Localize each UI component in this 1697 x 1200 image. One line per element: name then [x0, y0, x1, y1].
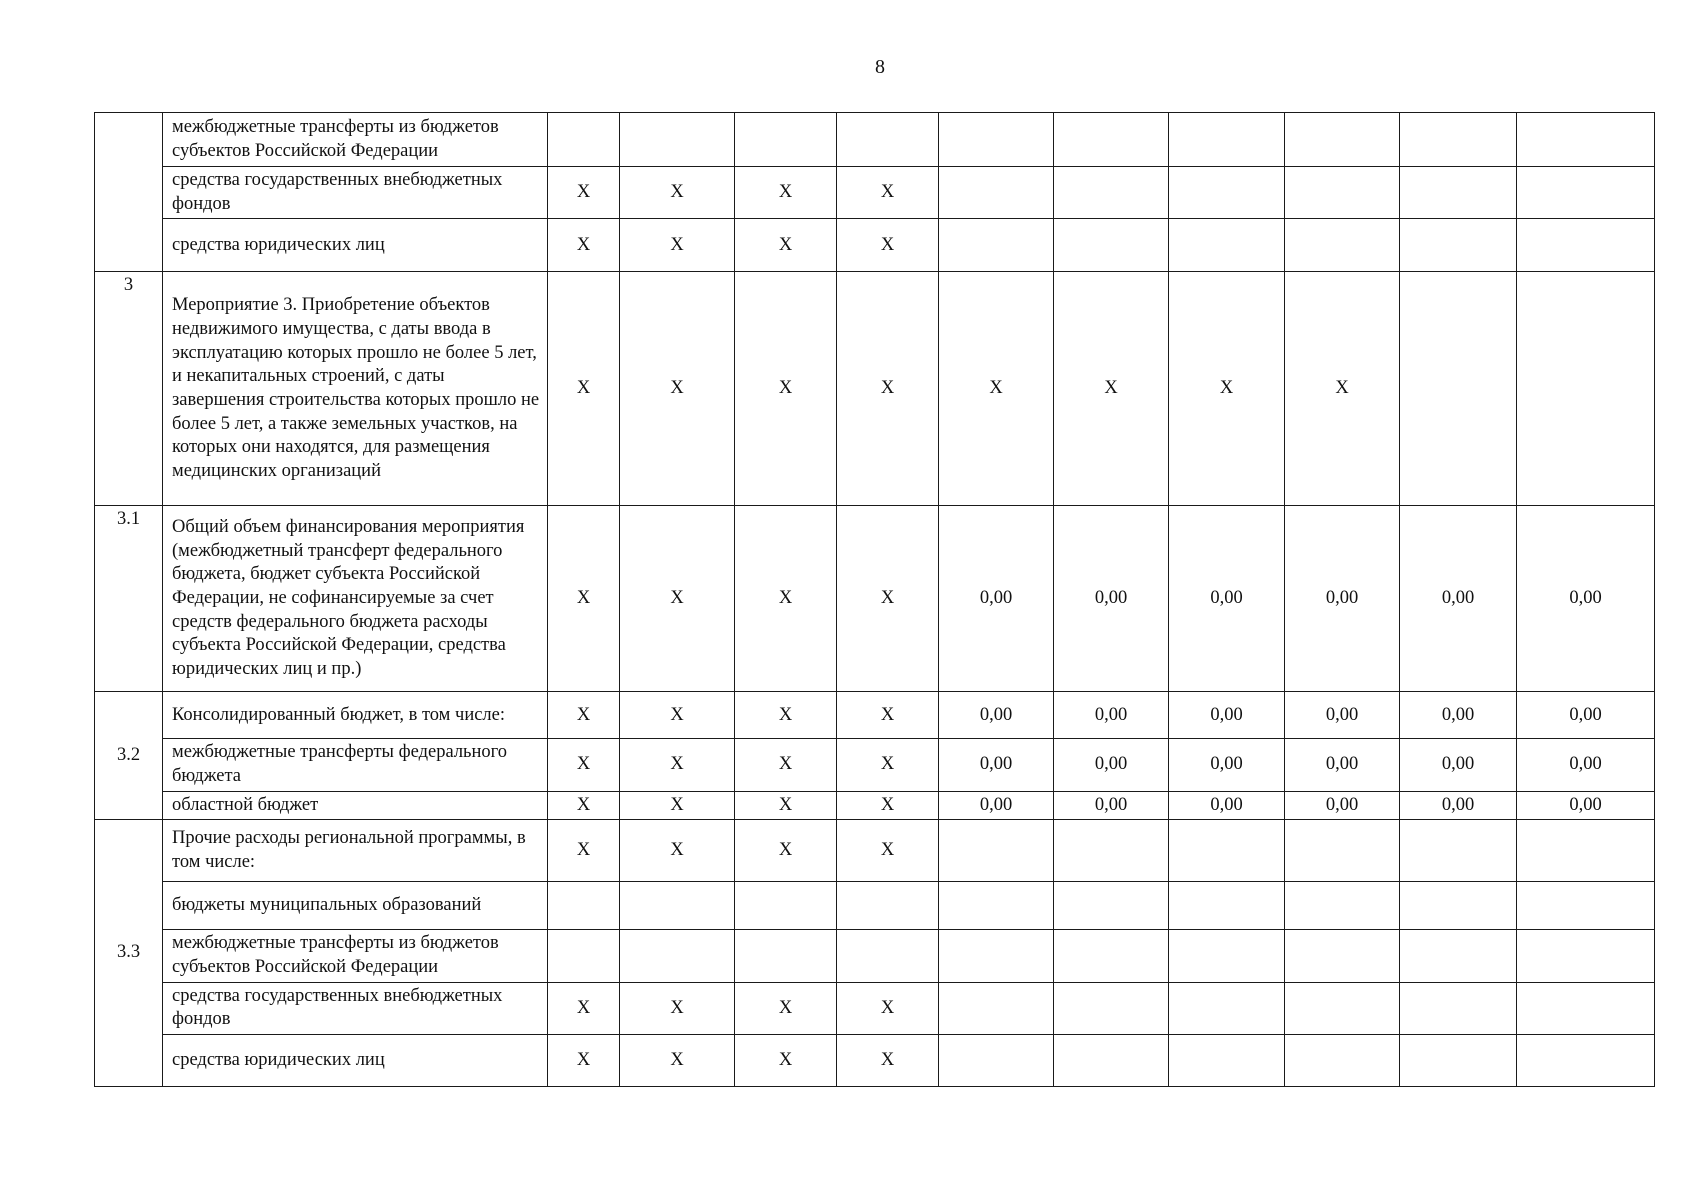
- empty-cell: [1400, 219, 1517, 272]
- empty-cell: [1285, 882, 1400, 930]
- x-mark: X: [1169, 272, 1285, 506]
- table-row: [95, 739, 1655, 791]
- empty-cell: [939, 219, 1054, 272]
- value-cell: 0,00: [1054, 791, 1169, 820]
- value-cell: 0,00: [1517, 692, 1655, 739]
- empty-cell: [1400, 820, 1517, 882]
- empty-cell: [1054, 930, 1169, 982]
- empty-cell: [1517, 930, 1655, 982]
- empty-cell: [1054, 882, 1169, 930]
- x-mark: X: [837, 739, 939, 791]
- row-number: 3.1: [95, 506, 163, 692]
- row-label: средства юридических лиц: [163, 219, 548, 272]
- row-label: Мероприятие 3. Приобретение объектов недвижимого имущества, с даты ввода в эксплуатацию которых прошло не более 5 лет, и некапитальных строений, с даты завершения строительства которых прошло не более 5 лет, а также земельных участков, на которых они находятся, для размещения медицинских организаций: [163, 272, 548, 506]
- empty-cell: [1517, 272, 1655, 506]
- x-mark: X: [548, 982, 620, 1034]
- value-cell: 0,00: [1517, 739, 1655, 791]
- row-label: областной бюджет: [163, 791, 548, 820]
- empty-cell: [1400, 113, 1517, 167]
- x-mark: X: [548, 506, 620, 692]
- empty-cell: [1054, 982, 1169, 1034]
- x-mark: X: [735, 982, 837, 1034]
- empty-cell: [837, 113, 939, 167]
- x-mark: X: [735, 219, 837, 272]
- empty-cell: [620, 113, 735, 167]
- empty-cell: [1517, 882, 1655, 930]
- value-cell: 0,00: [1400, 739, 1517, 791]
- x-mark: X: [620, 739, 735, 791]
- table-row: [95, 167, 1655, 219]
- row-number: 3.2: [95, 692, 163, 820]
- table-row: [95, 982, 1655, 1034]
- empty-cell: [1285, 113, 1400, 167]
- row-number: 3.3: [95, 820, 163, 1087]
- x-mark: X: [735, 272, 837, 506]
- empty-cell: [1400, 1035, 1517, 1087]
- x-mark: X: [548, 272, 620, 506]
- value-cell: 0,00: [1400, 791, 1517, 820]
- value-cell: 0,00: [1169, 791, 1285, 820]
- empty-cell: [1169, 820, 1285, 882]
- x-mark: X: [837, 219, 939, 272]
- x-mark: X: [735, 167, 837, 219]
- empty-cell: [1517, 219, 1655, 272]
- table-row: [95, 692, 1655, 739]
- x-mark: X: [939, 272, 1054, 506]
- x-mark: X: [620, 219, 735, 272]
- empty-cell: [1400, 882, 1517, 930]
- value-cell: 0,00: [1285, 791, 1400, 820]
- row-label: средства государственных внебюджетных фондов: [163, 167, 548, 219]
- table-row: [95, 506, 1655, 692]
- empty-cell: [1169, 930, 1285, 982]
- empty-cell: [1285, 167, 1400, 219]
- value-cell: 0,00: [1400, 506, 1517, 692]
- empty-cell: [1169, 982, 1285, 1034]
- empty-cell: [1517, 820, 1655, 882]
- row-label: средства государственных внебюджетных фондов: [163, 982, 548, 1034]
- empty-cell: [1285, 820, 1400, 882]
- empty-cell: [1400, 982, 1517, 1034]
- x-mark: X: [620, 820, 735, 882]
- empty-cell: [735, 930, 837, 982]
- empty-cell: [1169, 1035, 1285, 1087]
- x-mark: X: [735, 692, 837, 739]
- empty-cell: [939, 930, 1054, 982]
- empty-cell: [939, 113, 1054, 167]
- x-mark: X: [837, 506, 939, 692]
- x-mark: X: [620, 1035, 735, 1087]
- row-label: межбюджетные трансферты федерального бюджета: [163, 739, 548, 791]
- table-row: [95, 791, 1655, 820]
- empty-cell: [1517, 113, 1655, 167]
- x-mark: X: [837, 982, 939, 1034]
- empty-cell: [1517, 1035, 1655, 1087]
- empty-cell: [548, 882, 620, 930]
- x-mark: X: [620, 506, 735, 692]
- value-cell: 0,00: [1285, 739, 1400, 791]
- empty-cell: [1169, 219, 1285, 272]
- empty-cell: [939, 1035, 1054, 1087]
- empty-cell: [620, 882, 735, 930]
- value-cell: 0,00: [1400, 692, 1517, 739]
- x-mark: X: [548, 820, 620, 882]
- empty-cell: [548, 930, 620, 982]
- empty-cell: [939, 167, 1054, 219]
- value-cell: 0,00: [1169, 692, 1285, 739]
- empty-cell: [735, 882, 837, 930]
- table-row: [95, 1035, 1655, 1087]
- table-row: [95, 930, 1655, 982]
- value-cell: 0,00: [1054, 692, 1169, 739]
- x-mark: X: [548, 1035, 620, 1087]
- empty-cell: [1285, 1035, 1400, 1087]
- x-mark: X: [620, 167, 735, 219]
- x-mark: X: [735, 791, 837, 820]
- empty-cell: [1285, 930, 1400, 982]
- x-mark: X: [548, 791, 620, 820]
- table-row: [95, 882, 1655, 930]
- empty-cell: [1517, 167, 1655, 219]
- x-mark: X: [1285, 272, 1400, 506]
- empty-cell: [939, 982, 1054, 1034]
- x-mark: X: [837, 791, 939, 820]
- x-mark: X: [1054, 272, 1169, 506]
- empty-cell: [1285, 219, 1400, 272]
- empty-cell: [1169, 167, 1285, 219]
- table-row: [95, 272, 1655, 506]
- empty-cell: [1285, 982, 1400, 1034]
- x-mark: X: [548, 692, 620, 739]
- value-cell: 0,00: [1054, 739, 1169, 791]
- x-mark: X: [837, 692, 939, 739]
- empty-cell: [620, 930, 735, 982]
- x-mark: X: [837, 820, 939, 882]
- empty-cell: [1400, 930, 1517, 982]
- empty-cell: [1054, 820, 1169, 882]
- x-mark: X: [548, 219, 620, 272]
- empty-cell: [837, 930, 939, 982]
- x-mark: X: [620, 791, 735, 820]
- x-mark: X: [837, 167, 939, 219]
- table-row: [95, 113, 1655, 167]
- value-cell: 0,00: [939, 791, 1054, 820]
- x-mark: X: [548, 739, 620, 791]
- empty-cell: [1400, 167, 1517, 219]
- value-cell: 0,00: [939, 739, 1054, 791]
- empty-cell: [1169, 882, 1285, 930]
- x-mark: X: [735, 820, 837, 882]
- empty-cell: [1400, 272, 1517, 506]
- value-cell: 0,00: [1169, 739, 1285, 791]
- value-cell: 0,00: [1285, 506, 1400, 692]
- x-mark: X: [548, 167, 620, 219]
- value-cell: 0,00: [939, 692, 1054, 739]
- row-label: Общий объем финансирования мероприятия (межбюджетный трансферт федерального бюджета, бюджет субъекта Российской Федерации, не софинансируемые за счет средств федерального бюджета расходы субъекта Российской Федерации, средства юридических лиц и пр.): [163, 506, 548, 692]
- row-label: межбюджетные трансферты из бюджетов субъектов Российской Федерации: [163, 930, 548, 982]
- empty-cell: [1169, 113, 1285, 167]
- x-mark: X: [735, 739, 837, 791]
- value-cell: 0,00: [1054, 506, 1169, 692]
- x-mark: X: [837, 1035, 939, 1087]
- x-mark: X: [620, 692, 735, 739]
- empty-cell: [1054, 113, 1169, 167]
- empty-cell: [837, 882, 939, 930]
- row-label: Прочие расходы региональной программы, в том числе:: [163, 820, 548, 882]
- value-cell: 0,00: [1285, 692, 1400, 739]
- value-cell: 0,00: [939, 506, 1054, 692]
- empty-cell: [548, 113, 620, 167]
- table-row: [95, 219, 1655, 272]
- empty-cell: [939, 882, 1054, 930]
- page-number: 8: [875, 56, 885, 78]
- row-number: 3: [95, 272, 163, 506]
- empty-cell: [735, 113, 837, 167]
- empty-cell: [1054, 219, 1169, 272]
- financing-table: [94, 112, 1655, 1087]
- table-row: [95, 820, 1655, 882]
- value-cell: 0,00: [1517, 506, 1655, 692]
- value-cell: 0,00: [1169, 506, 1285, 692]
- empty-cell: [1517, 982, 1655, 1034]
- empty-cell: [1054, 1035, 1169, 1087]
- row-label: средства юридических лиц: [163, 1035, 548, 1087]
- x-mark: X: [735, 506, 837, 692]
- x-mark: X: [620, 272, 735, 506]
- x-mark: X: [837, 272, 939, 506]
- row-label: бюджеты муниципальных образований: [163, 882, 548, 930]
- empty-cell: [939, 820, 1054, 882]
- row-label: межбюджетные трансферты из бюджетов субъектов Российской Федерации: [163, 113, 548, 167]
- row-label: Консолидированный бюджет, в том числе:: [163, 692, 548, 739]
- empty-cell: [1054, 167, 1169, 219]
- x-mark: X: [620, 982, 735, 1034]
- value-cell: 0,00: [1517, 791, 1655, 820]
- row-number-cell: [95, 113, 163, 272]
- x-mark: X: [735, 1035, 837, 1087]
